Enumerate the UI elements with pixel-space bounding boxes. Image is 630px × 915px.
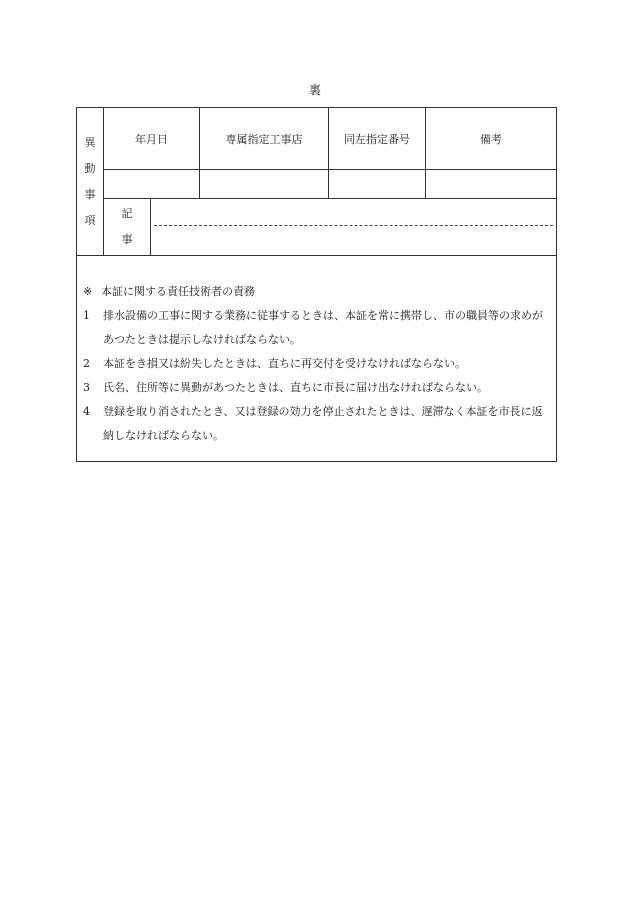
note-number: 3 (83, 381, 90, 394)
entry-label-char: 記 (121, 207, 133, 220)
date-entry-cell[interactable] (104, 170, 200, 199)
entry-label (104, 199, 151, 256)
note-number: 4 (83, 405, 90, 418)
note-item (83, 376, 550, 400)
entry-text-area[interactable] (151, 199, 557, 256)
note-item (83, 352, 550, 376)
asterisk-mark: ※ (83, 285, 93, 298)
header-date: 年月日 (104, 108, 200, 170)
note-text: 登録を取り消されたとき、又は登録の効力を停止されたときは、遅滞なく本証を市長に返納しなければならない。 (103, 405, 543, 442)
note-number: 1 (83, 309, 90, 322)
page-title: 裏 (308, 83, 321, 97)
note-text: 本証をき損又は紛失したときは、直ちに再交付を受けなければならない。 (103, 357, 466, 370)
header-contractor-number: 同左指定番号 (329, 108, 426, 170)
certificate-back-table (76, 107, 557, 462)
contractor-number-entry-cell[interactable] (329, 170, 426, 199)
entry-label-char: 事 (121, 233, 133, 246)
change-items-label-char: 事 (84, 187, 96, 201)
contractor-entry-cell[interactable] (200, 170, 329, 199)
note-text: 氏名、住所等に異動があつたときは、直ちに市長に届け出なければならない。 (103, 381, 488, 394)
header-remarks: 備考 (426, 108, 557, 170)
note-text: 排水設備の工事に関する業務に従事するときは、本証を常に携帯し、市の職員等の求めがあつたときは提示しなければならない。 (103, 309, 543, 346)
note-item (83, 304, 550, 352)
note-number: 2 (83, 357, 90, 370)
notes-section (77, 256, 557, 462)
dashed-divider (154, 225, 553, 226)
note-item (83, 400, 550, 448)
change-items-label-char: 動 (84, 161, 96, 175)
change-items-label-char: 異 (84, 135, 96, 149)
notes-heading (83, 280, 550, 304)
change-items-label-char: 項 (84, 213, 96, 227)
notes-title: 本証に関する責任技術者の責務 (101, 285, 255, 298)
change-items-label (77, 108, 104, 256)
header-contractor: 専属指定工事店 (200, 108, 329, 170)
remarks-entry-cell[interactable] (426, 170, 557, 199)
